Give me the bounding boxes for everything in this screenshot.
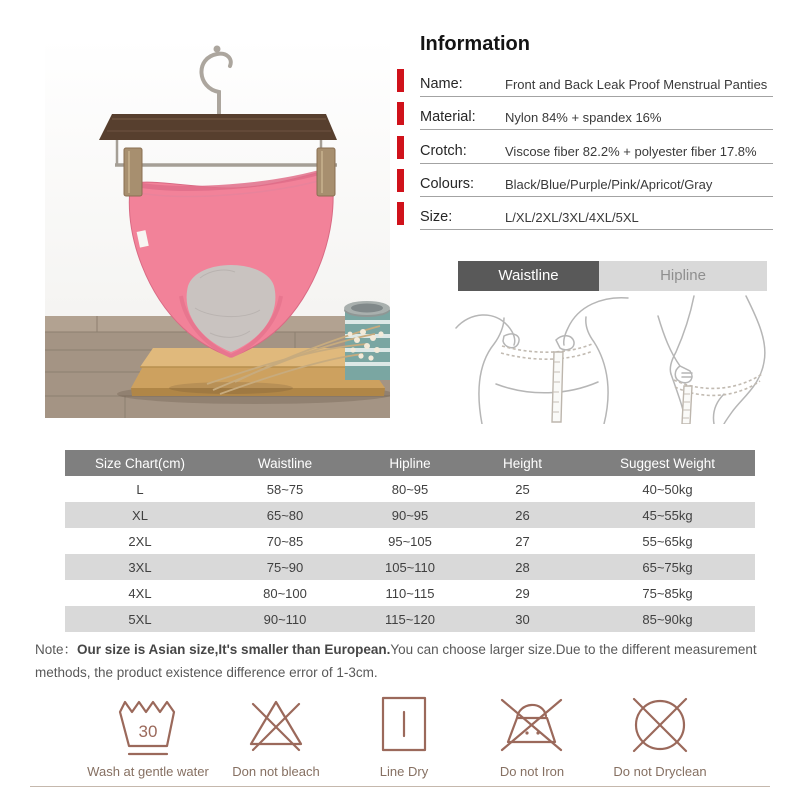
care-item (340, 688, 468, 779)
do-not-iron-icon (497, 688, 567, 762)
table-cell: 26 (515, 507, 530, 523)
hipline-figure (634, 294, 799, 424)
tab-waistline[interactable]: Waistline (458, 261, 599, 291)
table-row (65, 476, 755, 502)
info-value: Viscose fiber 82.2% + polyester fiber 17.8% (505, 143, 757, 159)
line-dry-icon (369, 688, 439, 762)
size-chart-table (65, 450, 755, 632)
table-cell: 58~75 (266, 481, 304, 497)
red-marker (397, 136, 404, 159)
care-icons-row (84, 688, 724, 779)
do-not-dryclean-icon (625, 688, 695, 762)
table-row (65, 554, 755, 580)
red-marker (397, 69, 404, 92)
product-photo-illustration (45, 38, 390, 418)
table-cell: 27 (515, 533, 530, 549)
svg-text:30: 30 (138, 722, 158, 741)
table-cell: 80~100 (263, 585, 307, 601)
info-label: Size: (420, 208, 453, 225)
care-item (596, 688, 724, 779)
size-note (35, 639, 772, 684)
table-cell: L (136, 481, 144, 497)
header-cell: Hipline (389, 455, 431, 471)
care-label: Line Dry (379, 764, 429, 779)
table-cell: 65~80 (266, 507, 304, 523)
table-cell: 40~50kg (642, 481, 693, 497)
do-not-bleach-icon (241, 688, 311, 762)
table-cell: 90~95 (391, 507, 429, 523)
info-label: Colours: (420, 175, 474, 192)
table-cell: XL (132, 507, 148, 523)
table-row (65, 528, 755, 554)
table-cell: 65~75kg (642, 559, 693, 575)
table-cell: 85~90kg (642, 611, 693, 627)
note-suffix: You can choose larger size.Due to the different measurement methods, the product existence difference error of 1-3cm. (35, 642, 757, 680)
striped-tin (344, 301, 390, 380)
header-cell: Suggest Weight (619, 455, 716, 471)
note-prefix: Note： (35, 642, 78, 657)
care-item (212, 688, 340, 779)
table-row (65, 580, 755, 606)
care-label: Wash at gentle water (87, 764, 209, 779)
table-cell: 80~95 (391, 481, 429, 497)
measure-tabs (458, 261, 767, 291)
info-row (397, 97, 789, 130)
table-cell: 105~110 (384, 559, 435, 575)
info-value: L/XL/2XL/3XL/4XL/5XL (505, 209, 639, 225)
wooden-hanger (99, 114, 337, 140)
table-cell: 30 (515, 611, 530, 627)
table-cell: 28 (515, 559, 530, 575)
table-cell: 25 (515, 481, 530, 497)
table-cell: 55~65kg (642, 533, 693, 549)
info-value: Nylon 84% + spandex 16% (505, 110, 662, 126)
table-cell: 110~115 (385, 585, 435, 601)
info-value: Front and Back Leak Proof Menstrual Panties (505, 77, 768, 93)
information-section (397, 64, 789, 230)
table-cell: 2XL (128, 533, 152, 549)
header-cell: Size Chart(cm) (94, 455, 185, 471)
info-row (397, 197, 789, 230)
wash-30-icon (113, 688, 183, 762)
care-label: Do not Iron (499, 764, 565, 779)
table-cell: 29 (515, 585, 530, 601)
note-bold: Our size is Asian size,It's smaller than European. (77, 642, 391, 657)
table-cell: 4XL (128, 585, 152, 601)
table-cell: 5XL (128, 611, 152, 627)
info-label: Material: (420, 109, 476, 126)
info-row (397, 130, 789, 163)
info-label: Name: (420, 76, 463, 93)
table-cell: 70~85 (266, 533, 304, 549)
table-row (65, 606, 755, 632)
header-cell: Height (502, 455, 543, 471)
care-item (84, 688, 212, 779)
table-cell: 75~90 (266, 559, 304, 575)
table-cell: 75~85kg (642, 585, 693, 601)
table-cell: 45~55kg (642, 507, 693, 523)
red-marker (397, 102, 404, 125)
header-cell: Waistline (257, 455, 313, 471)
bottom-divider (30, 786, 770, 787)
table-cell: 90~110 (263, 611, 307, 627)
table-cell: 95~105 (388, 533, 432, 549)
red-marker (397, 169, 404, 192)
table-cell: 115~120 (384, 611, 435, 627)
table-row (65, 502, 755, 528)
waistline-figure (452, 294, 637, 424)
info-label: Crotch: (420, 142, 467, 159)
info-row (397, 64, 789, 97)
info-row (397, 164, 789, 197)
table-header-row (65, 450, 755, 476)
info-value: Black/Blue/Purple/Pink/Apricot/Gray (505, 176, 713, 192)
information-title: Information (420, 33, 530, 55)
care-label: Do not Dryclean (613, 764, 707, 779)
care-item (468, 688, 596, 779)
care-label: Don not bleach (232, 764, 320, 779)
tab-hipline[interactable]: Hipline (599, 261, 767, 291)
table-cell: 3XL (128, 559, 152, 575)
product-photo (45, 38, 390, 418)
red-marker (397, 202, 404, 225)
